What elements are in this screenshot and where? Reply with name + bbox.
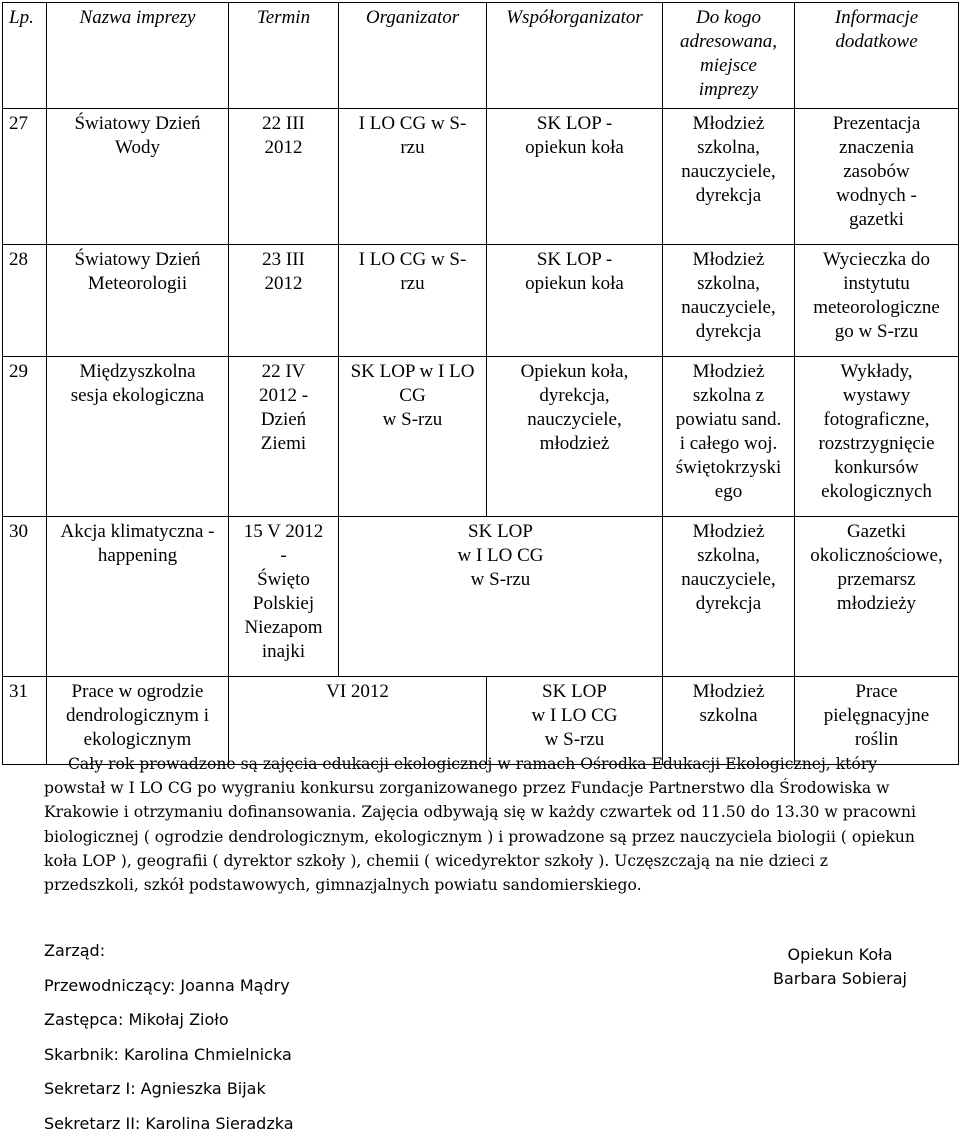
row-audience: Młodzież szkolna z powiatu sand. i całego woj. świętokrzyski ego bbox=[663, 357, 795, 517]
row-lp: 30 bbox=[3, 517, 47, 677]
row-name: Prace w ogrodzie dendrologicznym i ekologicznym bbox=[47, 677, 229, 765]
row-term-organizer: VI 2012 bbox=[229, 677, 487, 765]
row-audience: Młodzież szkolna bbox=[663, 677, 795, 765]
row-name: Akcja klimatyczna - happening bbox=[47, 517, 229, 677]
board-member: Sekretarz I: Agnieszka Bijak bbox=[44, 1078, 294, 1113]
row-info: Prace pielęgnacyjne roślin bbox=[795, 677, 959, 765]
row-term: 15 V 2012 - Święto Polskiej Niezapom inajki bbox=[229, 517, 339, 677]
table-row bbox=[3, 357, 959, 517]
row-audience: Młodzież szkolna, nauczyciele, dyrekcja bbox=[663, 245, 795, 357]
row-lp: 28 bbox=[3, 245, 47, 357]
table-row bbox=[3, 245, 959, 357]
header-row bbox=[3, 3, 959, 109]
row-name: Światowy Dzień Meteorologii bbox=[47, 245, 229, 357]
row-coorganizer: SK LOP - opiekun koła bbox=[487, 245, 663, 357]
board-member: Skarbnik: Karolina Chmielnicka bbox=[44, 1044, 294, 1079]
header-lp: Lp. bbox=[3, 3, 47, 109]
signature-name: Barbara Sobieraj bbox=[740, 967, 940, 991]
header-audience: Do kogo adresowana, miejsce imprezy bbox=[663, 3, 795, 109]
signature-block bbox=[740, 943, 940, 991]
header-name: Nazwa imprezy bbox=[47, 3, 229, 109]
row-term: 23 III 2012 bbox=[229, 245, 339, 357]
row-lp: 29 bbox=[3, 357, 47, 517]
row-organizer-combined: SK LOP w I LO CG w S-rzu bbox=[487, 677, 663, 765]
header-coorganizer: Współorganizator bbox=[487, 3, 663, 109]
row-info: Wycieczka do instytutu meteorologiczne go w S-rzu bbox=[795, 245, 959, 357]
row-audience: Młodzież szkolna, nauczyciele, dyrekcja bbox=[663, 109, 795, 245]
board-member: Sekretarz II: Karolina Sieradzka bbox=[44, 1113, 294, 1147]
row-coorganizer: Opiekun koła, dyrekcja, nauczyciele, młodzież bbox=[487, 357, 663, 517]
row-info: Wykłady, wystawy fotograficzne, rozstrzygnięcie konkursów ekologicznych bbox=[795, 357, 959, 517]
row-coorganizer: SK LOP - opiekun koła bbox=[487, 109, 663, 245]
header-organizer: Organizator bbox=[339, 3, 487, 109]
description-paragraph: Cały rok prowadzone są zajęcia edukacji ekologicznej w ramach Ośrodka Edukacji Ekologicznej, który powstał w I LO CG po wygraniu konkursu zorganizowanego przez Fundacje Partnerstwo dla Środowiska w Krakowie i otrzymaniu dofinansowania. Zajęcia odbywają się w każdy czwartek od 11.50 do 13.30 w pracowni biologicznej ( ogrodzie dendrologicznym, ekologicznym ) i prowadzone są przez nauczyciela biologii ( opiekun koła LOP ), geografii ( dyrektor szkoły ), chemii ( wicedyrektor szkoły ). Uczęszczają na nie dzieci z przedszkoli, szkół podstawowych, gimnazjalnych powiatu sandomierskiego. bbox=[44, 752, 924, 897]
row-organizer: I LO CG w S- rzu bbox=[339, 109, 487, 245]
events-table bbox=[2, 2, 959, 765]
table-row bbox=[3, 109, 959, 245]
row-lp: 27 bbox=[3, 109, 47, 245]
header-info: Informacje dodatkowe bbox=[795, 3, 959, 109]
row-organizer: SK LOP w I LO CG w S-rzu bbox=[339, 357, 487, 517]
board-list bbox=[44, 940, 294, 1147]
row-info: Gazetki okolicznościowe, przemarsz młodzieży bbox=[795, 517, 959, 677]
row-name: Światowy Dzień Wody bbox=[47, 109, 229, 245]
row-organizer: I LO CG w S- rzu bbox=[339, 245, 487, 357]
board-heading: Zarząd: bbox=[44, 940, 294, 975]
board-member: Przewodniczący: Joanna Mądry bbox=[44, 975, 294, 1010]
row-term: 22 III 2012 bbox=[229, 109, 339, 245]
header-term: Termin bbox=[229, 3, 339, 109]
table-row bbox=[3, 517, 959, 677]
row-name: Międzyszkolna sesja ekologiczna bbox=[47, 357, 229, 517]
row-lp: 31 bbox=[3, 677, 47, 765]
board-member: Zastępca: Mikołaj Zioło bbox=[44, 1009, 294, 1044]
row-info: Prezentacja znaczenia zasobów wodnych - gazetki bbox=[795, 109, 959, 245]
signature-role: Opiekun Koła bbox=[740, 943, 940, 967]
row-organizer-combined: SK LOP w I LO CG w S-rzu bbox=[339, 517, 663, 677]
row-term: 22 IV 2012 - Dzień Ziemi bbox=[229, 357, 339, 517]
row-audience: Młodzież szkolna, nauczyciele, dyrekcja bbox=[663, 517, 795, 677]
